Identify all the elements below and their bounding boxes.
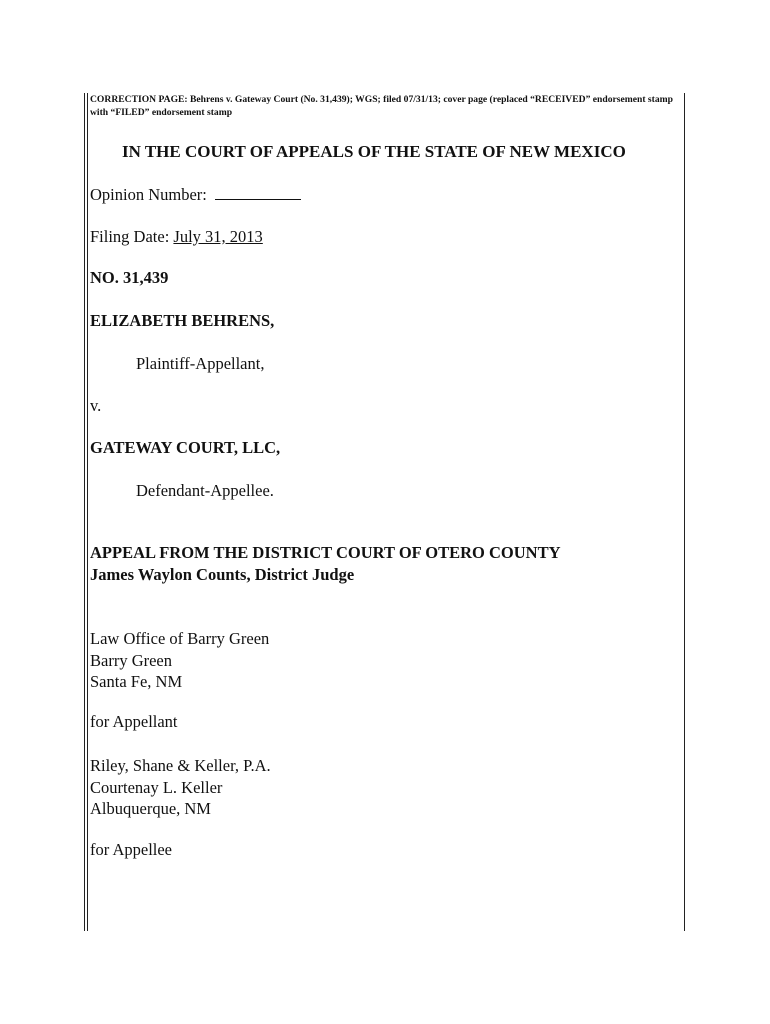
appellant-location: Santa Fe, NM bbox=[90, 672, 183, 691]
defendant-role: Defendant-Appellee. bbox=[136, 481, 274, 500]
appellee-attorney: Courtenay L. Keller bbox=[90, 777, 223, 797]
appellant-counsel bbox=[90, 628, 269, 693]
filing-date-label: Filing Date: bbox=[90, 227, 170, 246]
appeal-line: APPEAL FROM THE DISTRICT COURT OF OTERO COUNTY bbox=[90, 543, 561, 562]
defendant-name: GATEWAY COURT, LLC, bbox=[90, 438, 281, 457]
appellant-role: for Appellant bbox=[90, 712, 178, 731]
left-margin-rule-inner bbox=[87, 93, 88, 931]
filing-date-line bbox=[90, 227, 263, 247]
opinion-number-line bbox=[90, 185, 301, 205]
right-margin-rule bbox=[684, 93, 685, 931]
plaintiff-name: ELIZABETH BEHRENS, bbox=[90, 311, 275, 330]
appellant-firm: Law Office of Barry Green bbox=[90, 629, 270, 648]
judge-line: James Waylon Counts, District Judge bbox=[90, 565, 355, 584]
filing-date-value: July 31, 2013 bbox=[173, 227, 263, 246]
docket-number: NO. 31,439 bbox=[90, 268, 169, 287]
appellee-role: for Appellee bbox=[90, 840, 173, 859]
court-title: IN THE COURT OF APPEALS OF THE STATE OF NEW MEXICO bbox=[122, 142, 626, 161]
appellee-location: Albuquerque, NM bbox=[90, 799, 211, 818]
appellant-attorney: Barry Green bbox=[90, 650, 173, 670]
correction-note: CORRECTION PAGE: Behrens v. Gateway Court (No. 31,439); WGS; filed 07/31/13; cover page (replaced “RECEIVED” endorsement stamp with “FILED” endorsement stamp bbox=[90, 94, 673, 118]
appellee-counsel bbox=[90, 755, 271, 820]
appellee-firm: Riley, Shane & Keller, P.A. bbox=[90, 756, 271, 775]
opinion-number-label: Opinion Number: bbox=[90, 185, 207, 204]
plaintiff-role: Plaintiff-Appellant, bbox=[136, 354, 265, 373]
versus: v. bbox=[90, 396, 102, 415]
opinion-number-blank bbox=[215, 189, 301, 200]
left-margin-rule-outer bbox=[84, 93, 85, 931]
